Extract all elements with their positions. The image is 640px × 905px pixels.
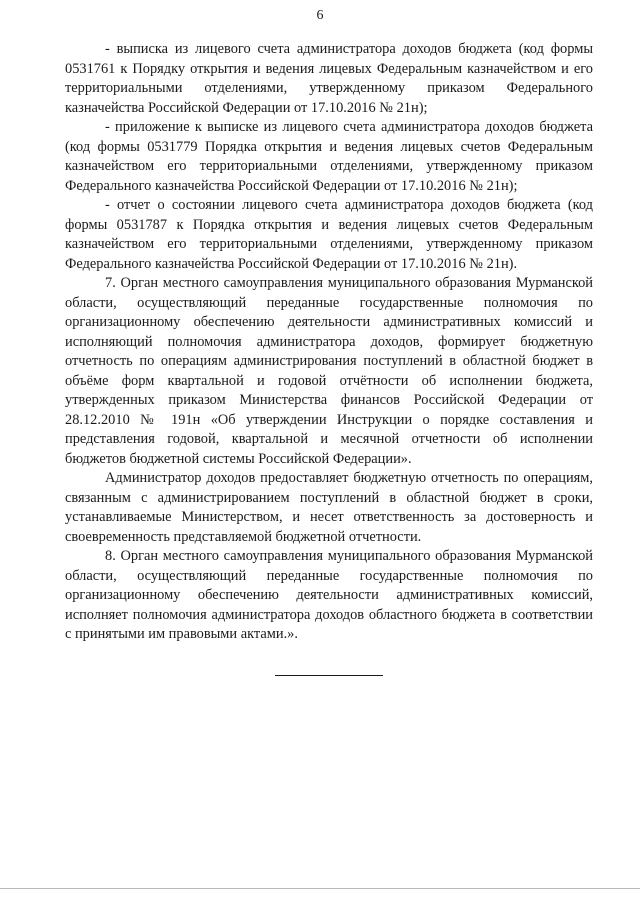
paragraph-administrator-reporting: Администратор доходов предоставляет бюджетную отчетность по операциям, связанным с администрированием поступлений в областной бюджет в сроки, устанавливаемые Министерством, и несет ответственность за достоверность и своевременность представляемой бюджетной отчетности.	[65, 470, 593, 545]
paragraph-account-report: - отчет о состоянии лицевого счета администратора доходов бюджета (код формы 0531787 к Порядка открытия и ведения лицевых счетов Федеральным казначейством его территориальными отделениями, утвержденному приказом Федерального казначейства Российской Федерации от 17.10.2016 № 21н).	[65, 197, 593, 272]
page-number: 6	[316, 8, 324, 23]
end-separator-line	[275, 675, 383, 676]
document-body	[65, 40, 593, 645]
paragraph-statement-appendix: - приложение к выписке из лицевого счета администратора доходов бюджета (код формы 0531779 Порядка открытия и ведения лицевых счетов Федеральным казначейством его территориальными отделениями, утвержденному приказом Федерального казначейства Российской Федерации от 17.10.2016 № 21н);	[65, 119, 593, 194]
paragraph-item-7: 7. Орган местного самоуправления муниципального образования Мурманской области, осуществляющий переданные государственные полномочия по организационному обеспечению деятельности административных комиссий и исполняющий полномочия администратора доходов, формирует бюджетную отчетность по операциям администрирования поступлений в областной бюджет в объёме форм квартальной и годовой отчётности об исполнении бюджета, утвержденных приказом Министерства финансов Российской Федерации от 28.12.2010 № 191н «Об утверждении Инструкции о порядке составления и представления годовой, квартальной и месячной отчетности об исполнении бюджетов бюджетной системы Российской Федерации».	[65, 275, 593, 467]
paragraph-statement-extract: - выписка из лицевого счета администратора доходов бюджета (код формы 0531761 к Порядку открытия и ведения лицевых Федеральным казначейством и его территориальными отделениями, утвержденному приказом Федерального казначейства Российской Федерации от 17.10.2016 № 21н);	[65, 41, 593, 116]
paragraph-item-8: 8. Орган местного самоуправления муниципального образования Мурманской области, осуществляющий переданные государственные полномочия по организационному обеспечению деятельности административных комиссий, исполняет полномочия администратора доходов областного бюджета в соответствии с принятыми им правовыми актами.».	[65, 548, 593, 642]
scan-edge-line	[0, 888, 640, 889]
